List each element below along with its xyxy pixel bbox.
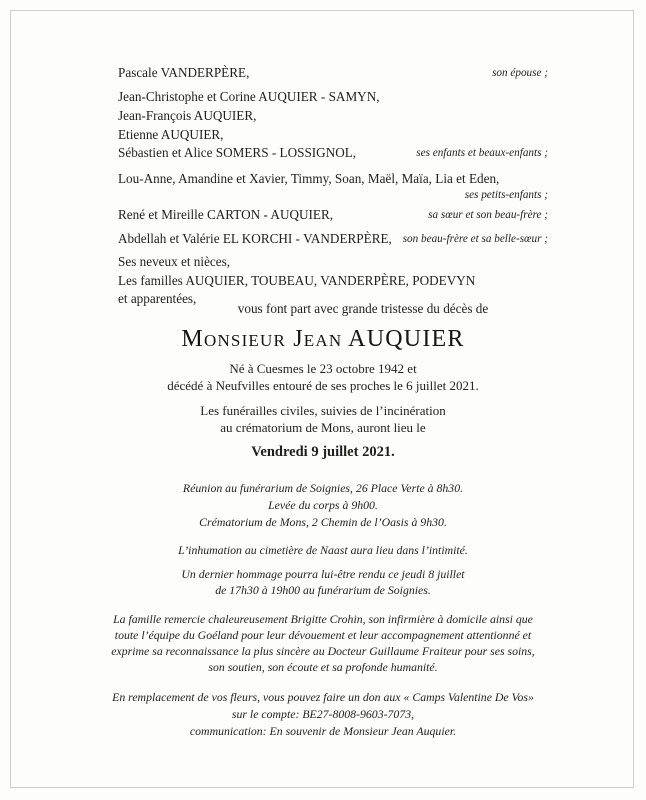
family-name: Pascale VANDERPÈRE, (118, 65, 250, 80)
family-row (118, 272, 548, 290)
family-name: Les familles AUQUIER, TOUBEAU, VANDERPÈRE, PODEVYN (118, 273, 476, 288)
family-row (118, 144, 548, 162)
birth-line: Né à Cuesmes le 23 octobre 1942 et (229, 361, 417, 376)
donation-line: sur le compte: BE27-8008-9603-7073, (231, 707, 415, 721)
family-relation: ses enfants et beaux-enfants ; (416, 147, 548, 159)
family-row (118, 230, 548, 248)
family-name: Etienne AUQUIER, (118, 127, 224, 142)
family-relation: son épouse ; (492, 67, 548, 79)
family-name: Lou-Anne, Amandine et Xavier, Timmy, Soan, Maël, Maïa, Lia et Eden, (118, 171, 500, 186)
thanks-line: La famille remercie chaleureusement Brigitte Crohin, son infirmière à domicile ainsi que (113, 612, 533, 626)
homage-line: Un dernier hommage pourra lui-être rendu ce jeudi 8 juillet (181, 567, 465, 581)
family-row (118, 186, 548, 204)
family-name: et apparentées, (118, 291, 197, 306)
thanks-line: son soutien, son écoute et sa profonde humanité. (208, 660, 438, 674)
deceased-name: Monsieur Jean AUQUIER (181, 326, 465, 352)
schedule-item: Crématorium de Mons, 2 Chemin de l’Oasis à 9h30. (199, 515, 447, 529)
family-row (118, 206, 548, 224)
donation-line: En remplacement de vos fleurs, vous pouvez faire un don aux « Camps Valentine De Vos» (112, 690, 534, 704)
family-row (118, 64, 548, 82)
thanks-line: toute l’équipe du Goéland pour leur dévouement et leur accompagnement attentionné et (114, 628, 532, 642)
family-row (118, 107, 548, 125)
family-name: Ses neveux et nièces, (118, 254, 231, 269)
inhumation-text: L’inhumation au cimetière de Naast aura lieu dans l’intimité. (178, 543, 468, 557)
funeral-date: Vendredi 9 juillet 2021. (251, 444, 395, 460)
family-name: Abdellah et Valérie EL KORCHI - VANDERPÈRE, (118, 231, 392, 246)
family-name: Jean-Christophe et Corine AUQUIER - SAMYN, (118, 89, 380, 104)
funeral-line: au crématorium de Mons, auront lieu le (220, 420, 426, 435)
family-relation: sa sœur et son beau-frère ; (428, 209, 548, 221)
family-name: Sébastien et Alice SOMERS - LOSSIGNOL, (118, 145, 357, 160)
death-line: décédé à Neufvilles entouré de ses proches le 6 juillet 2021. (167, 378, 479, 393)
schedule-item: Levée du corps à 9h00. (268, 498, 378, 512)
homage-line: de 17h30 à 19h00 au funérarium de Soignies. (215, 583, 431, 597)
family-row (118, 126, 548, 144)
family-relation: son beau-frère et sa belle-sœur ; (402, 233, 548, 245)
schedule-item: Réunion au funérarium de Soignies, 26 Place Verte à 8h30. (182, 481, 464, 495)
donation-line: communication: En souvenir de Monsieur Jean Auquier. (189, 724, 457, 738)
funeral-line: Les funérailles civiles, suivies de l’incinération (200, 403, 446, 418)
family-name: René et Mireille CARTON - AUQUIER, (118, 207, 334, 222)
family-relation: ses petits-enfants ; (464, 189, 548, 201)
family-name: Jean-François AUQUIER, (118, 108, 257, 123)
announcement-text: vous font part avec grande tristesse du décès de (237, 301, 489, 316)
thanks-line: exprime sa reconnaissance la plus sincère au Docteur Guillaume Fraiteur pour ses soins, (111, 644, 535, 658)
family-row (118, 253, 548, 271)
family-row (118, 88, 548, 106)
